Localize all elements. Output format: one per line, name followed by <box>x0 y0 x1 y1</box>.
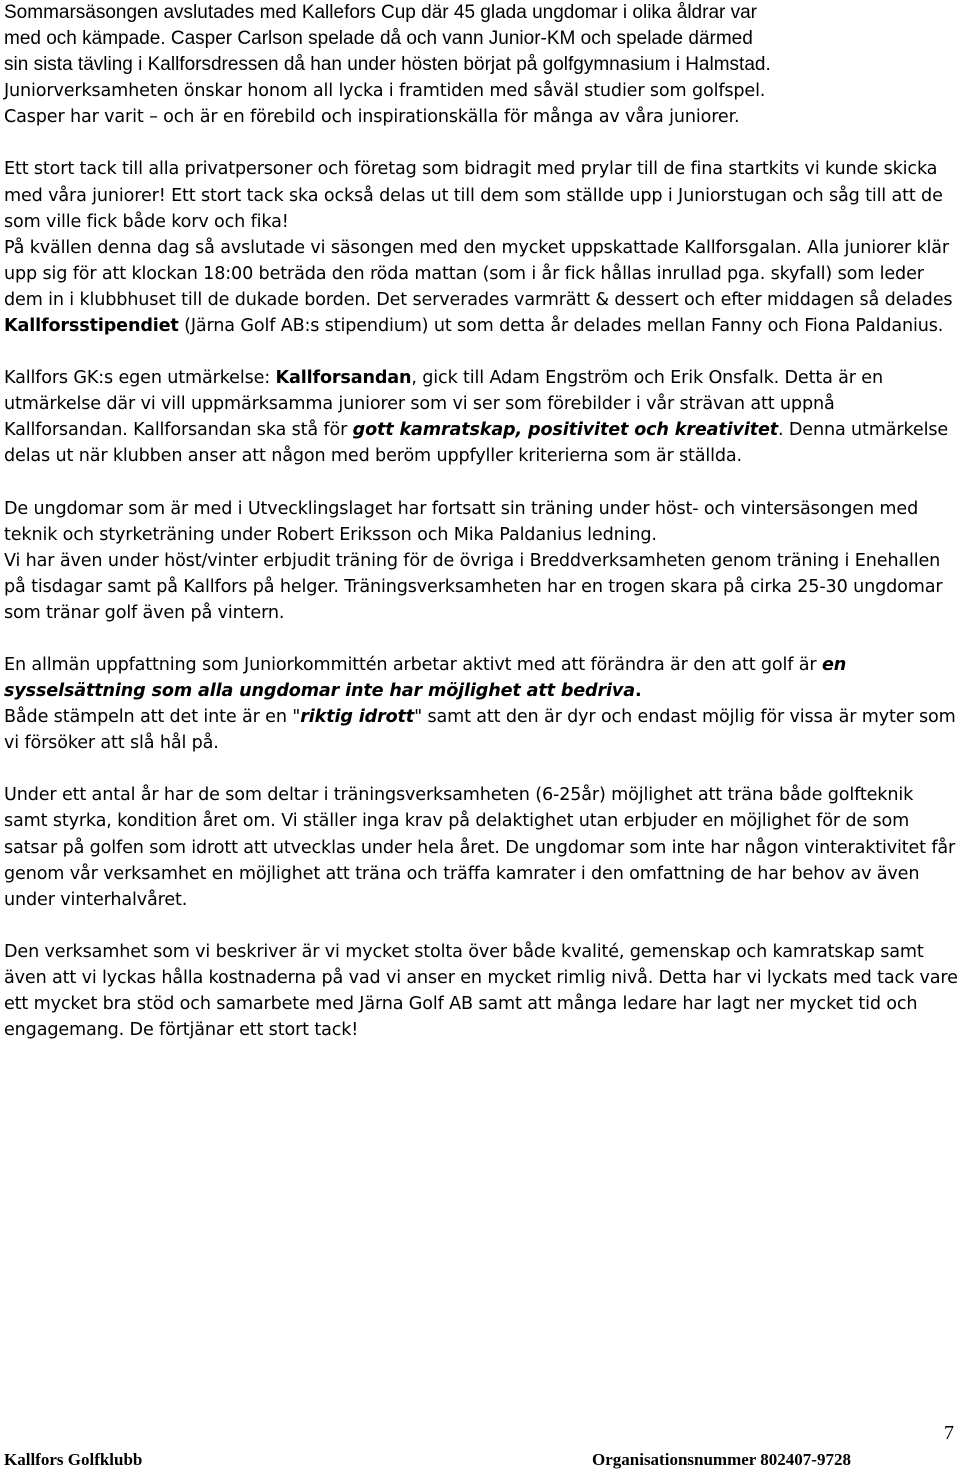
footer-org-number: Organisationsnummer 802407-9728 <box>592 1450 851 1469</box>
emphasis-text: riktig idrott <box>300 707 415 728</box>
paragraph-gap <box>4 339 958 365</box>
paragraph-development-team: De ungdomar som är med i Utvecklingslaget har fortsatt sin träning under höst- och vintersäsongen med teknik och styrketräning under Robert Eriksson och Mika Paldanius ledning. <box>4 498 919 545</box>
text-run: , gick till Adam Engström och Erik Onsfalk. Detta är en utmärkelse där vi vill uppmärksamma juniorer som vi ser som förebilder i vår strävan att uppnå Kallforsandan. Kallforsandan ska stå för <box>4 368 883 441</box>
text-line: Juniorverksamheten önskar honom all lycka i framtiden med såväl studier som golfspel. <box>4 81 766 102</box>
paragraph-perception-b <box>4 704 958 756</box>
paragraph-thanks-and-gala <box>4 156 958 339</box>
footer-club-name: Kallfors Golfklubb <box>4 1450 143 1469</box>
paragraph-closing: Den verksamhet som vi beskriver är vi mycket stolta över både kvalité, gemenskap och kamratskap samt även att vi lyckas hålla kostnaderna på vad vi anser en mycket rimlig nivå. Detta har vi lyckats med tack vare ett mycket bra stöd och samarbete med Järna Golf AB samt att många ledare har lagt ner mycket tid och engagemang. De förtjänar ett stort tack! <box>4 941 958 1041</box>
scholarship-name: Kallforsstipendiet <box>4 316 179 337</box>
award-values: gott kamratskap, positivitet och kreativitet <box>352 420 779 441</box>
paragraph-cup-summary <box>4 0 958 130</box>
text-run: (Järna Golf AB:s stipendium) ut som detta år delades mellan Fanny och Fiona Paldanius. <box>178 316 944 337</box>
document-body <box>4 0 958 1043</box>
text-line: sin sista tävling i Kallforsdressen då han under hösten börjat på golfgymnasium i Halmstad. <box>4 54 771 76</box>
paragraph-gap <box>4 626 958 652</box>
paragraph-gap <box>4 130 958 156</box>
text-line: Sommarsäsongen avslutades med Kallefors Cup där 45 glada ungdomar i olika åldrar var <box>4 2 758 23</box>
page-number: 7 <box>944 1422 954 1444</box>
text-run: Kallfors GK:s egen utmärkelse: <box>4 368 276 389</box>
paragraph-gala <box>4 235 958 339</box>
paragraph-perception-a <box>4 652 958 704</box>
paragraph-gap <box>4 913 958 939</box>
text-run: " samt att den är dyr och endast möjlig för vissa är myter som vi försöker att slå hål på. <box>4 707 956 754</box>
paragraph-kallforsandan <box>4 365 958 469</box>
emphasis-text: en sysselsättning som alla ungdomar inte har möjlighet att bedriva <box>4 654 847 702</box>
paragraph-gap <box>4 470 958 496</box>
paragraph-training <box>4 496 958 626</box>
text-run: På kvällen denna dag så avslutade vi säsongen med den mycket uppskattade Kallforsgalan. Alla juniorer klär upp sig för att klockan 18:00 beträda den röda mattan (som i år fick hållas inrullad pga. skyfall) som leder dem in i klubbhuset till de dukade borden. Det serverades varmrätt & dessert och efter middagen så delades <box>4 237 953 310</box>
paragraph-year-round: Under ett antal år har de som deltar i träningsverksamheten (6-25år) möjlighet att träna både golfteknik samt styrka, kondition året om. Vi ställer inga krav på delaktighet utan erbjuder en möjlighet för de som satsar på golfen som idrott att utvecklas under hela året. De ungdomar som inte har någon vinteraktivitet får genom vår verksamhet en möjlighet att träna och träffa kamrater i den omfattning de har behov av även under vinterhalvåret. <box>4 785 956 910</box>
paragraph-thanks: Ett stort tack till alla privatpersoner och företag som bidragit med prylar till de fina startkits vi kunde skicka med våra juniorer! Ett stort tack ska också delas ut till dem som ställde upp i Juniorstugan och såg till att de som ville fick både korv och fika! <box>4 159 943 232</box>
text-run: En allmän uppfattning som Juniorkommittén arbetar aktivt med att förändra är den att golf är <box>4 654 822 675</box>
text-line: med och kämpade. Casper Carlson spelade då och vann Junior-KM och spelade därmed <box>4 28 753 50</box>
page-footer <box>4 1446 958 1474</box>
paragraph-winter-training: Vi har även under höst/vinter erbjudit träning för de övriga i Breddverksamheten genom träning i Enehallen på tisdagar samt på Kallfors på helger. Träningsverksamheten har en trogen skara på cirka 25-30 ungdomar som tränar golf även på vintern. <box>4 550 943 623</box>
paragraph-perception <box>4 652 958 756</box>
text-run: Både stämpeln att det inte är en " <box>4 707 301 728</box>
text-line: Casper har varit – och är en förebild och inspirationskälla för många av våra juniorer. <box>4 107 740 128</box>
text-run: . <box>634 681 642 702</box>
paragraph-gap <box>4 756 958 782</box>
text-run: . Denna utmärkelse delas ut när klubben anser att någon med beröm uppfyller kriterierna som är ställda. <box>4 420 949 467</box>
award-name: Kallforsandan <box>275 368 412 389</box>
